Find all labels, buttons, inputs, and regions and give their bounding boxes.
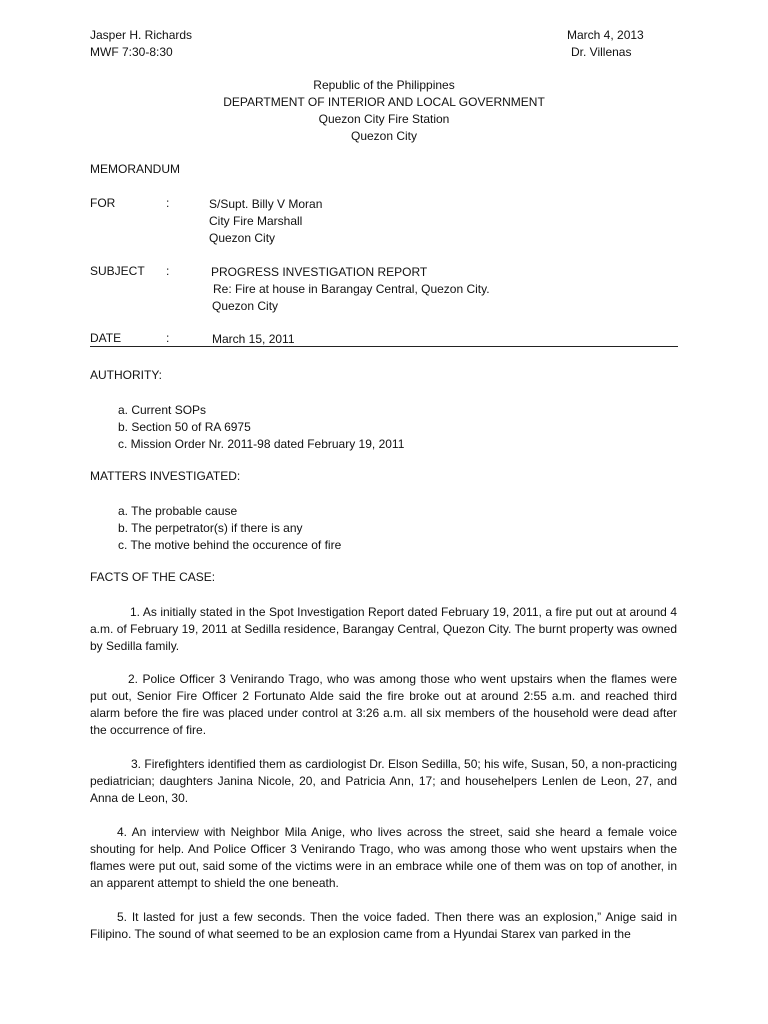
for-line-2: City Fire Marshall — [209, 214, 303, 228]
matters-item: c. The motive behind the occurence of fire — [118, 538, 342, 552]
header-left — [90, 27, 192, 61]
fact-paragraph-4: 4. An interview with Neighbor Mila Anige, who lives across the street, said she heard a female voice shouting for help. And Police Officer 3 Venirando Trago, who was among those who went upstairs when the flames were put out, said some of the victims were in an embrace while one of them was on top of another, in an apparent attempt to shield the one beneath. — [90, 825, 677, 890]
fact-paragraph-2: 2. Police Officer 3 Venirando Trago, who was among those who went upstairs when the flames were put out, Senior Fire Officer 2 Fortunato Alde said the fire broke out at around 2:55 a.m. and reached third alarm before the fire was placed under control at 3:26 a.m. all six members of the household were dead after the occurrence of fire. — [90, 672, 677, 737]
subject-line-3: Quezon City — [212, 299, 279, 313]
agency-line-3: Quezon City Fire Station — [318, 112, 450, 126]
header-right — [567, 27, 644, 61]
authority-item: b. Section 50 of RA 6975 — [118, 420, 251, 434]
facts-heading: FACTS OF THE CASE: — [90, 570, 216, 584]
authority-item: a. Current SOPs — [118, 403, 207, 417]
instructor-name: Dr. Villenas — [571, 45, 632, 59]
for-value — [209, 196, 322, 247]
fact-paragraph-5: 5. It lasted for just a few seconds. Then the voice faded. Then there was an explosion,” Anige said in Filipino. The sound of what seemed to be an explosion came from a Hyundai Starex van parked in the — [90, 910, 677, 941]
subject-colon: : — [166, 264, 170, 278]
for-colon: : — [166, 196, 170, 210]
agency-heading — [0, 77, 768, 145]
header-divider — [90, 346, 678, 347]
memo-title: MEMORANDUM — [90, 162, 180, 176]
authority-list — [118, 402, 404, 453]
authority-item: c. Mission Order Nr. 2011-98 dated February 19, 2011 — [118, 437, 405, 451]
fact-paragraph-3: 3. Firefighters identified them as cardiologist Dr. Elson Sedilla, 50; his wife, Susan, 50, a non-practicing pediatrician; daughters Janina Nicole, 20, and Patricia Ann, 17; and househelpers Lenlen de Leon, 27, and Anna de Leon, 30. — [90, 757, 677, 805]
matters-item: a. The probable cause — [118, 504, 238, 518]
matters-heading: MATTERS INVESTIGATED: — [90, 469, 241, 483]
submission-date: March 4, 2013 — [567, 28, 644, 42]
agency-line-1: Republic of the Philippines — [313, 78, 455, 92]
matters-list — [118, 503, 341, 554]
matters-item: b. The perpetrator(s) if there is any — [118, 521, 303, 535]
subject-line-2: Re: Fire at house in Barangay Central, Quezon City. — [213, 282, 490, 296]
class-schedule: MWF 7:30-8:30 — [90, 45, 173, 59]
author-name: Jasper H. Richards — [90, 28, 193, 42]
date-value: March 15, 2011 — [212, 332, 295, 346]
fact-paragraph-1: 1. As initially stated in the Spot Investigation Report dated February 19, 2011, a fire put out at around 4 a.m. of February 19, 2011 at Sedilla residence, Barangay Central, Quezon City. The burnt property was owned by Sedilla family. — [90, 605, 677, 653]
subject-line-1: PROGRESS INVESTIGATION REPORT — [211, 265, 428, 279]
agency-line-2: DEPARTMENT OF INTERIOR AND LOCAL GOVERNMENT — [223, 95, 545, 109]
date-label: DATE — [90, 331, 122, 345]
for-line-1: S/Supt. Billy V Moran — [209, 197, 323, 211]
authority-heading: AUTHORITY: — [90, 368, 163, 382]
agency-line-4: Quezon City — [350, 129, 418, 143]
subject-value — [211, 264, 490, 315]
for-label: FOR — [90, 196, 116, 210]
date-colon: : — [166, 331, 170, 345]
subject-label: SUBJECT — [90, 264, 145, 278]
for-line-3: Quezon City — [209, 231, 276, 245]
